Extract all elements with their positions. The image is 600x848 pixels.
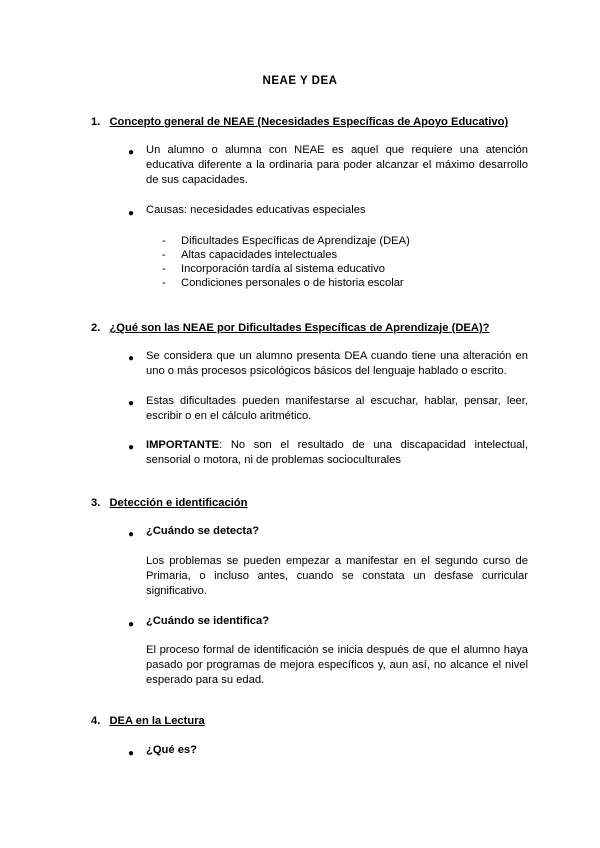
section-2-paragraph-1: Se considera que un alumno presenta DEA cuando tiene una alteración en uno o más procesos psicológicos básicos del lenguaje hablado o escrito. xyxy=(146,350,528,378)
bullet-icon: ● xyxy=(128,208,135,219)
bullet-icon: ● xyxy=(128,619,135,630)
bullet-icon: ● xyxy=(128,748,135,759)
section-4-number: 4. xyxy=(91,715,101,727)
section-2-heading xyxy=(91,322,490,334)
question-what-is: ¿Qué es? xyxy=(146,744,197,756)
causes-list-item: Incorporación tardía al sistema educativo xyxy=(181,263,385,275)
causes-list-item: Altas capacidades intelectuales xyxy=(181,249,338,261)
section-3-title: Detección e identificación xyxy=(109,497,248,509)
dash-marker: - xyxy=(162,277,166,289)
section-4-heading xyxy=(91,715,205,727)
dash-marker: - xyxy=(162,235,166,247)
bullet-icon: ● xyxy=(128,529,135,540)
answer-when-identified: El proceso formal de identificación se inicia después de que el alumno haya pasado por programas de mejora específicos y, aun así, no alcance el nivel esperado para su edad. xyxy=(146,644,528,687)
question-when-identified: ¿Cuándo se identifica? xyxy=(146,615,270,627)
important-label: IMPORTANTE xyxy=(146,439,220,451)
section-4-title: DEA en la Lectura xyxy=(109,715,205,727)
important-text: : No son el resultado de una discapacidad intelectual, sensorial o motora, ni de problemas socioculturales xyxy=(146,439,528,467)
section-2-paragraph-3 xyxy=(146,438,528,468)
causes-list-item: Dificultades Específicas de Aprendizaje (DEA) xyxy=(181,235,410,247)
section-2-title: ¿Qué son las NEAE por Dificultades Específicas de Aprendizaje (DEA)? xyxy=(109,322,490,334)
section-2-paragraph-2: Estas dificultades pueden manifestarse al escuchar, hablar, pensar, leer, escribir o en el cálculo aritmético. xyxy=(146,395,528,423)
answer-when-detected: Los problemas se pueden empezar a manifestar en el segundo curso de Primaria, o incluso antes, cuando se constata un desfase curricular significativo. xyxy=(146,555,528,598)
bullet-icon: ● xyxy=(128,353,135,364)
dash-marker: - xyxy=(162,263,166,275)
question-when-detected: ¿Cuándo se detecta? xyxy=(146,525,260,537)
section-1-paragraph-1: Un alumno o alumna con NEAE es aquel que requiere una atención educativa diferente a la ordinaria para poder alcanzar el máximo desarrollo de sus capacidades. xyxy=(146,144,528,187)
section-1-title: Concepto general de NEAE (Necesidades Específicas de Apoyo Educativo) xyxy=(109,116,509,128)
section-1-paragraph-2: Causas: necesidades educativas especiales xyxy=(146,204,366,216)
section-2-number: 2. xyxy=(91,322,101,334)
causes-list-item: Condiciones personales o de historia escolar xyxy=(181,277,404,289)
bullet-icon: ● xyxy=(128,398,135,409)
bullet-icon: ● xyxy=(128,442,135,453)
bullet-icon: ● xyxy=(128,147,135,158)
document-title: NEAE Y DEA xyxy=(262,75,338,87)
section-3-heading xyxy=(91,497,247,509)
dash-marker: - xyxy=(162,249,166,261)
section-3-number: 3. xyxy=(91,497,101,509)
section-1-heading xyxy=(91,116,508,128)
section-1-number: 1. xyxy=(91,116,101,128)
